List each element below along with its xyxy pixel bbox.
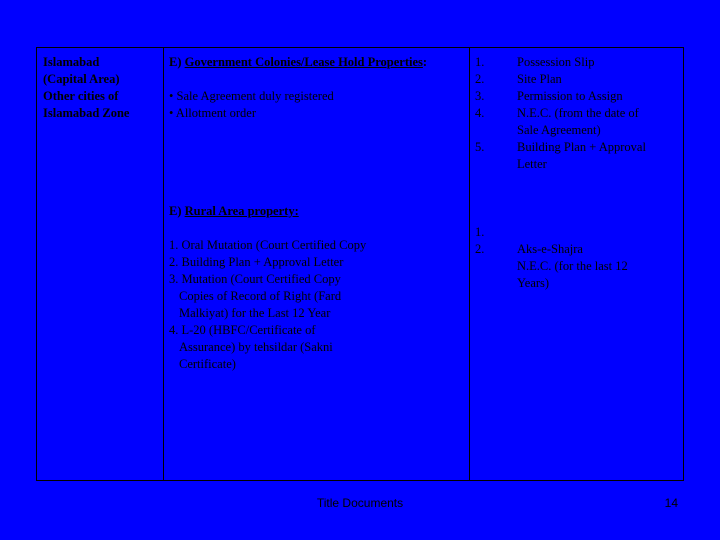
rural-line: 2. Building Plan + Approval Letter <box>169 255 344 269</box>
rural-section-heading <box>169 203 469 220</box>
location-line: Other cities of <box>43 89 119 103</box>
rural-item: Aks-e-Shajra <box>517 242 583 256</box>
section-prefix: E) <box>169 204 185 218</box>
section-suffix: : <box>422 55 428 69</box>
rural-line: Copies of Record of Right (Fard <box>179 289 342 303</box>
rural-item: Years) <box>517 276 550 290</box>
section-prefix: E) <box>169 55 185 69</box>
location-line: (Capital Area) <box>43 72 120 86</box>
gov-num: 2. <box>475 72 485 86</box>
rural-line: Assurance) by tehsildar (Sakni <box>179 340 333 354</box>
gov-item: Possession Slip <box>517 55 595 69</box>
gov-bullet: • Allotment order <box>169 106 256 120</box>
footer-title: Title Documents <box>316 496 404 510</box>
column-divider <box>469 48 470 480</box>
rural-line: 4. L-20 (HBFC/Certificate of <box>169 323 316 337</box>
gov-item: Sale Agreement) <box>517 123 601 137</box>
rural-line: Certificate) <box>179 357 236 371</box>
gov-item: Site Plan <box>517 72 562 86</box>
location-cell <box>43 54 161 122</box>
items-cell <box>517 54 677 292</box>
page-number: 14 <box>664 496 678 510</box>
gov-num: 3. <box>475 89 485 103</box>
numbers-cell <box>475 54 515 258</box>
documents-cell <box>169 54 469 373</box>
rural-line: 1. Oral Mutation (Court Certified Copy <box>169 238 367 252</box>
gov-num: 5. <box>475 140 485 154</box>
rural-num: 2. <box>475 242 485 256</box>
gov-num: 4. <box>475 106 485 120</box>
rural-line: Malkiyat) for the Last 12 Year <box>179 306 331 320</box>
gov-item: N.E.C. (from the date of <box>517 106 639 120</box>
location-line: Islamabad Zone <box>43 106 130 120</box>
gov-section-heading <box>169 54 469 71</box>
gov-item: Letter <box>517 157 547 171</box>
section-heading-text: Government Colonies/Lease Hold Properties <box>184 55 423 69</box>
gov-num: 1. <box>475 55 485 69</box>
gov-bullet: • Sale Agreement duly registered <box>169 89 334 103</box>
rural-num: 1. <box>475 225 485 239</box>
requirements-table <box>36 47 684 481</box>
rural-item: N.E.C. (for the last 12 <box>517 259 628 273</box>
rural-line: 3. Mutation (Court Certified Copy <box>169 272 341 286</box>
gov-item: Building Plan + Approval <box>517 140 646 154</box>
column-divider <box>163 48 164 480</box>
gov-item: Permission to Assign <box>517 89 623 103</box>
location-line: Islamabad <box>43 55 100 69</box>
section-heading-text: Rural Area property: <box>184 204 299 218</box>
